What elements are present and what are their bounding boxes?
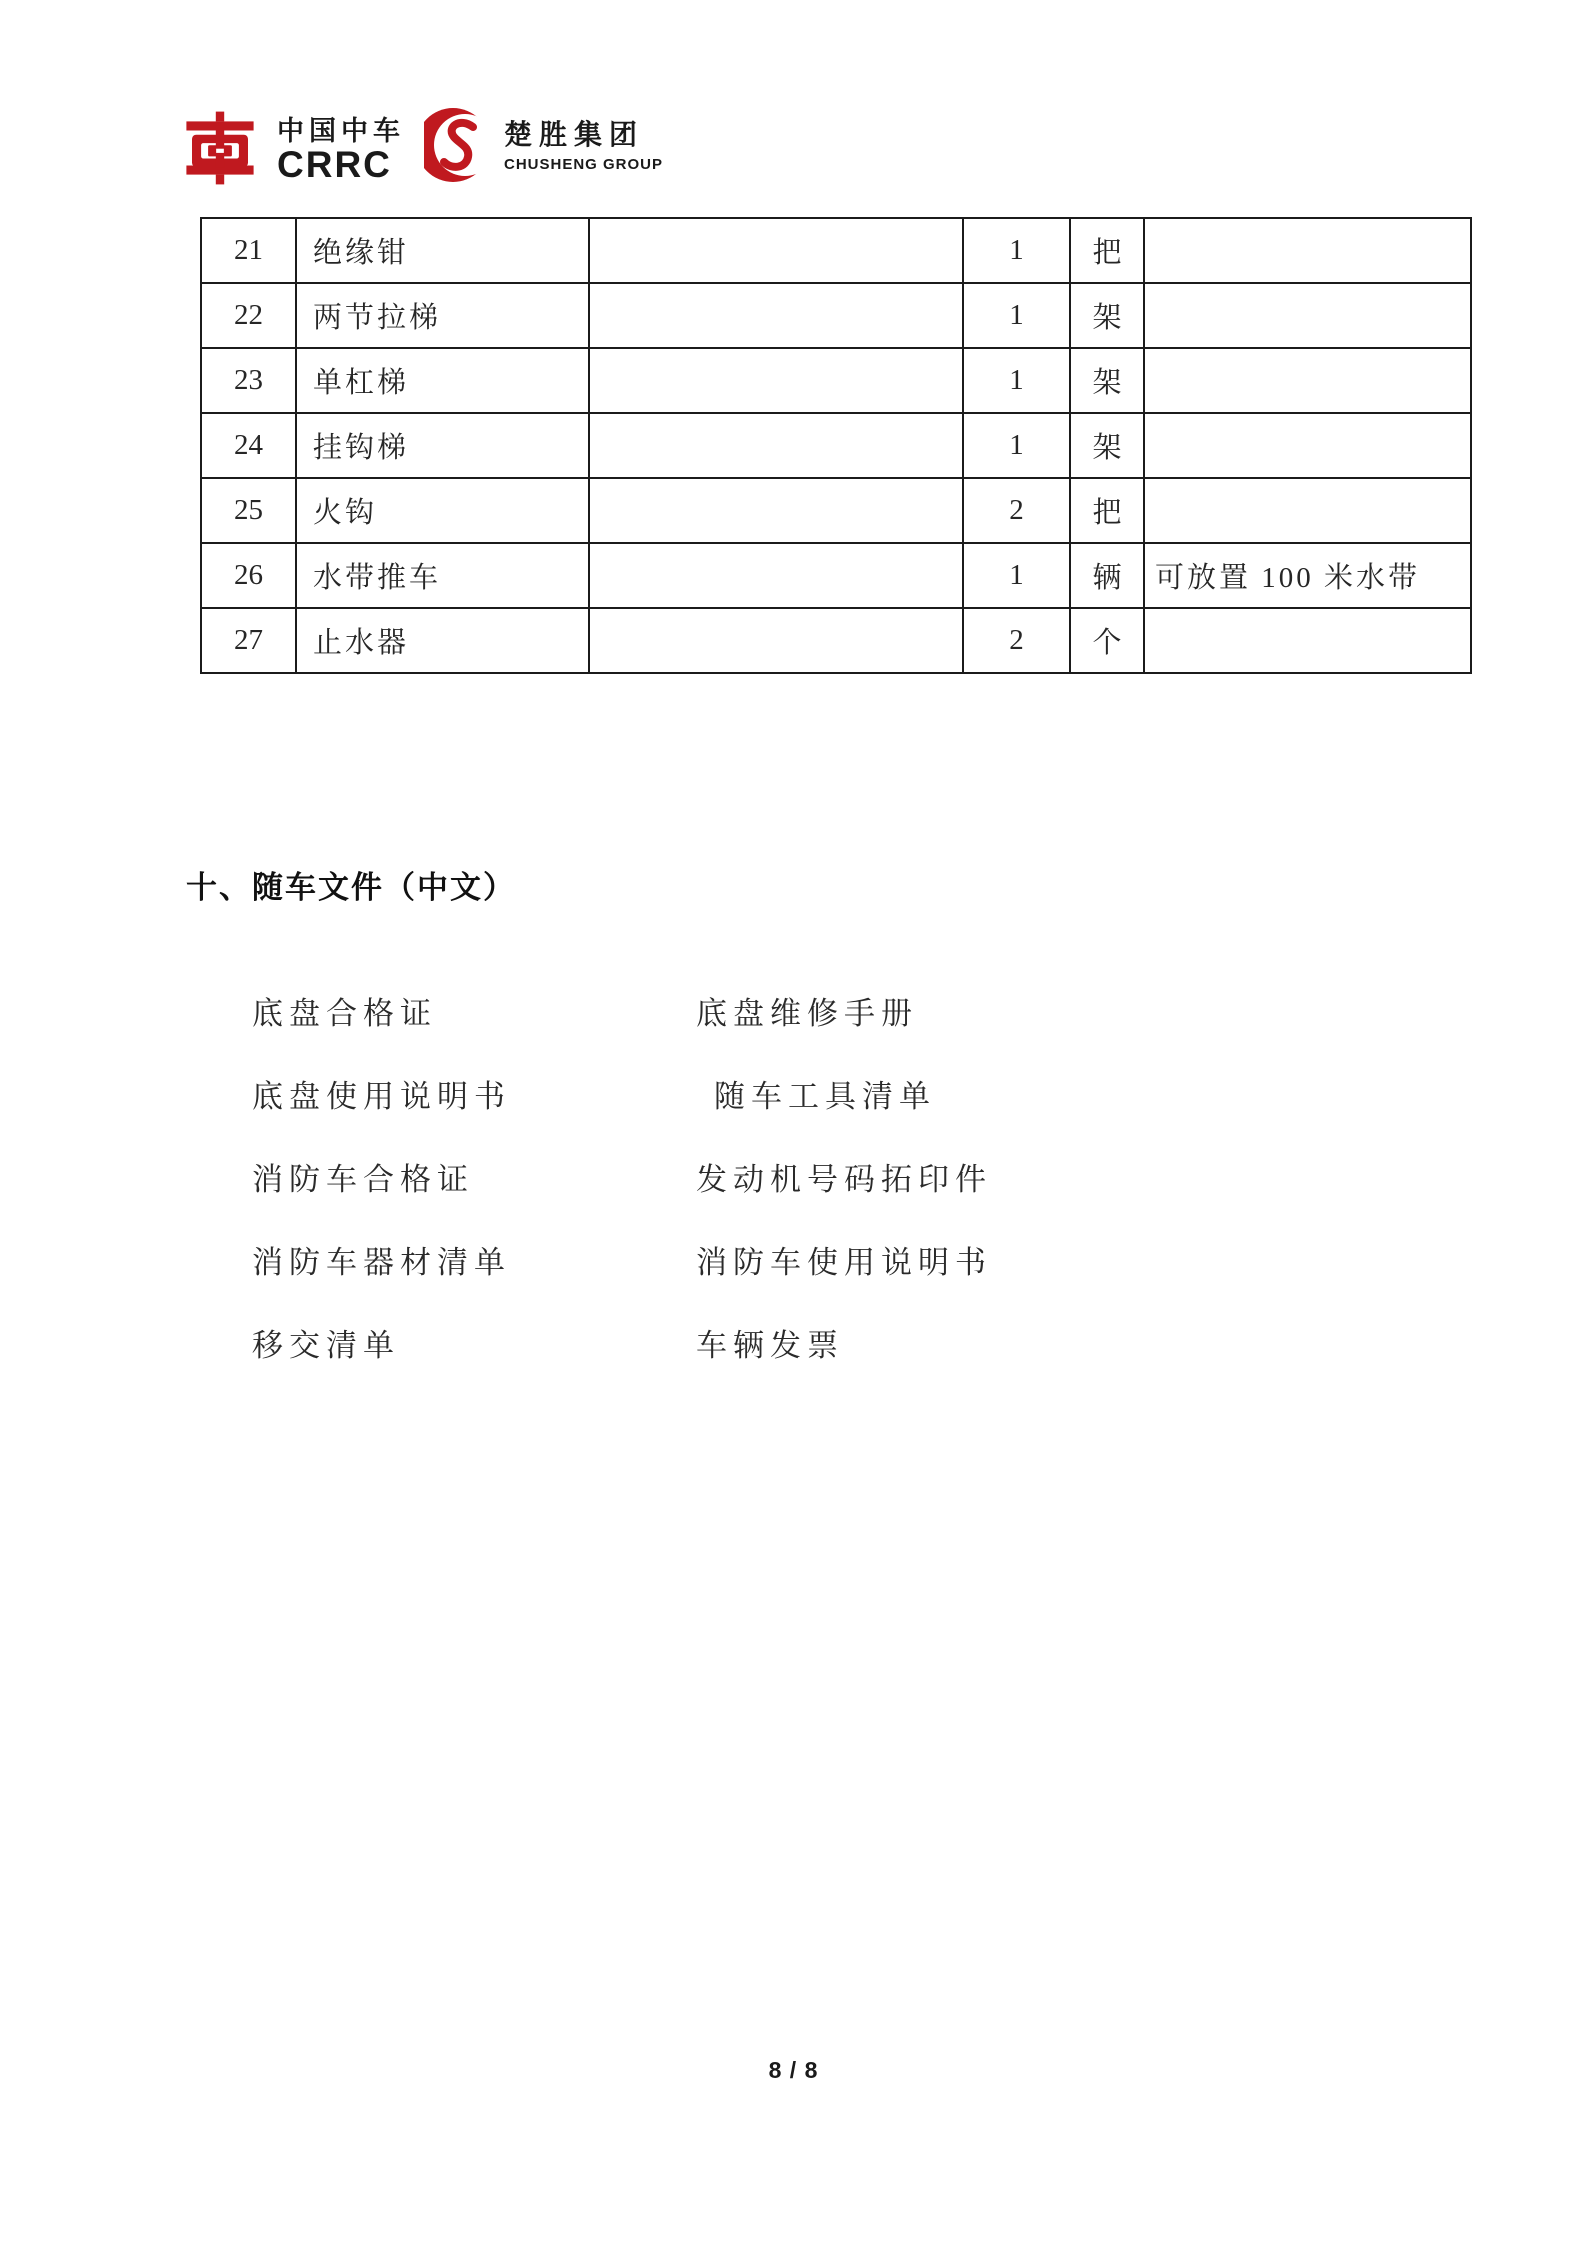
table-row <box>201 348 1471 413</box>
crrc-name-en: CRRC <box>277 144 392 185</box>
cell-name: 两节拉梯 <box>296 283 589 348</box>
cell-name: 水带推车 <box>296 543 589 608</box>
cell-spec <box>589 608 963 673</box>
cell-qty: 1 <box>963 348 1070 413</box>
document-row <box>252 1326 1152 1409</box>
cell-note <box>1144 413 1471 478</box>
table-row <box>201 543 1471 608</box>
cell-spec <box>589 413 963 478</box>
chusheng-emblem-icon <box>424 106 482 184</box>
cell-note <box>1144 283 1471 348</box>
document-item: 移交清单 <box>252 1328 400 1363</box>
cell-no: 24 <box>201 413 296 478</box>
cell-name: 单杠梯 <box>296 348 589 413</box>
page-number: 8 / 8 <box>768 2057 819 2083</box>
cell-unit: 辆 <box>1070 543 1144 608</box>
section-heading: 十、随车文件（中文） <box>186 870 516 905</box>
cell-spec <box>589 478 963 543</box>
crrc-che-emblem-icon <box>185 111 255 185</box>
cell-unit: 个 <box>1070 608 1144 673</box>
cell-spec <box>589 283 963 348</box>
document-item: 底盘使用说明书 <box>252 1079 511 1114</box>
cell-note <box>1144 478 1471 543</box>
cell-qty: 1 <box>963 413 1070 478</box>
document-item: 消防车使用说明书 <box>696 1245 992 1280</box>
table-row <box>201 608 1471 673</box>
table-row <box>201 478 1471 543</box>
cell-spec <box>589 218 963 283</box>
table-row <box>201 413 1471 478</box>
document-list <box>252 994 1152 1409</box>
document-item: 底盘合格证 <box>252 996 437 1031</box>
cell-unit: 把 <box>1070 218 1144 283</box>
cell-spec <box>589 543 963 608</box>
document-row <box>252 1243 1152 1326</box>
chusheng-logo-text <box>504 121 663 172</box>
chusheng-name-cn: 楚胜集团 <box>504 119 645 150</box>
cell-qty: 2 <box>963 478 1070 543</box>
cell-no: 26 <box>201 543 296 608</box>
cell-note <box>1144 218 1471 283</box>
cell-qty: 2 <box>963 608 1070 673</box>
cell-qty: 1 <box>963 543 1070 608</box>
cell-name: 火钩 <box>296 478 589 543</box>
document-row <box>252 1160 1152 1243</box>
crrc-logo-text <box>277 118 405 183</box>
crrc-name-cn: 中国中车 <box>277 116 405 146</box>
cell-note <box>1144 608 1471 673</box>
document-item: 消防车器材清单 <box>252 1245 511 1280</box>
cell-spec <box>589 348 963 413</box>
cell-name: 止水器 <box>296 608 589 673</box>
cell-unit: 架 <box>1070 283 1144 348</box>
cell-no: 25 <box>201 478 296 543</box>
cell-no: 27 <box>201 608 296 673</box>
cell-no: 21 <box>201 218 296 283</box>
cell-unit: 架 <box>1070 413 1144 478</box>
table-row <box>201 283 1471 348</box>
cell-name: 挂钩梯 <box>296 413 589 478</box>
document-item: 发动机号码拓印件 <box>696 1162 992 1197</box>
chusheng-name-en: CHUSHENG GROUP <box>504 156 664 173</box>
cell-no: 22 <box>201 283 296 348</box>
equipment-table <box>200 217 1472 674</box>
cell-unit: 架 <box>1070 348 1144 413</box>
cell-name: 绝缘钳 <box>296 218 589 283</box>
document-item: 底盘维修手册 <box>696 996 918 1031</box>
cell-no: 23 <box>201 348 296 413</box>
document-item: 随车工具清单 <box>714 1079 936 1114</box>
document-row <box>252 1077 1152 1160</box>
cell-unit: 把 <box>1070 478 1144 543</box>
cell-qty: 1 <box>963 283 1070 348</box>
document-item: 车辆发票 <box>696 1328 844 1363</box>
document-row <box>252 994 1152 1077</box>
cell-qty: 1 <box>963 218 1070 283</box>
table-row <box>201 218 1471 283</box>
cell-note <box>1144 348 1471 413</box>
document-item: 消防车合格证 <box>252 1162 474 1197</box>
cell-note: 可放置 100 米水带 <box>1144 543 1471 608</box>
